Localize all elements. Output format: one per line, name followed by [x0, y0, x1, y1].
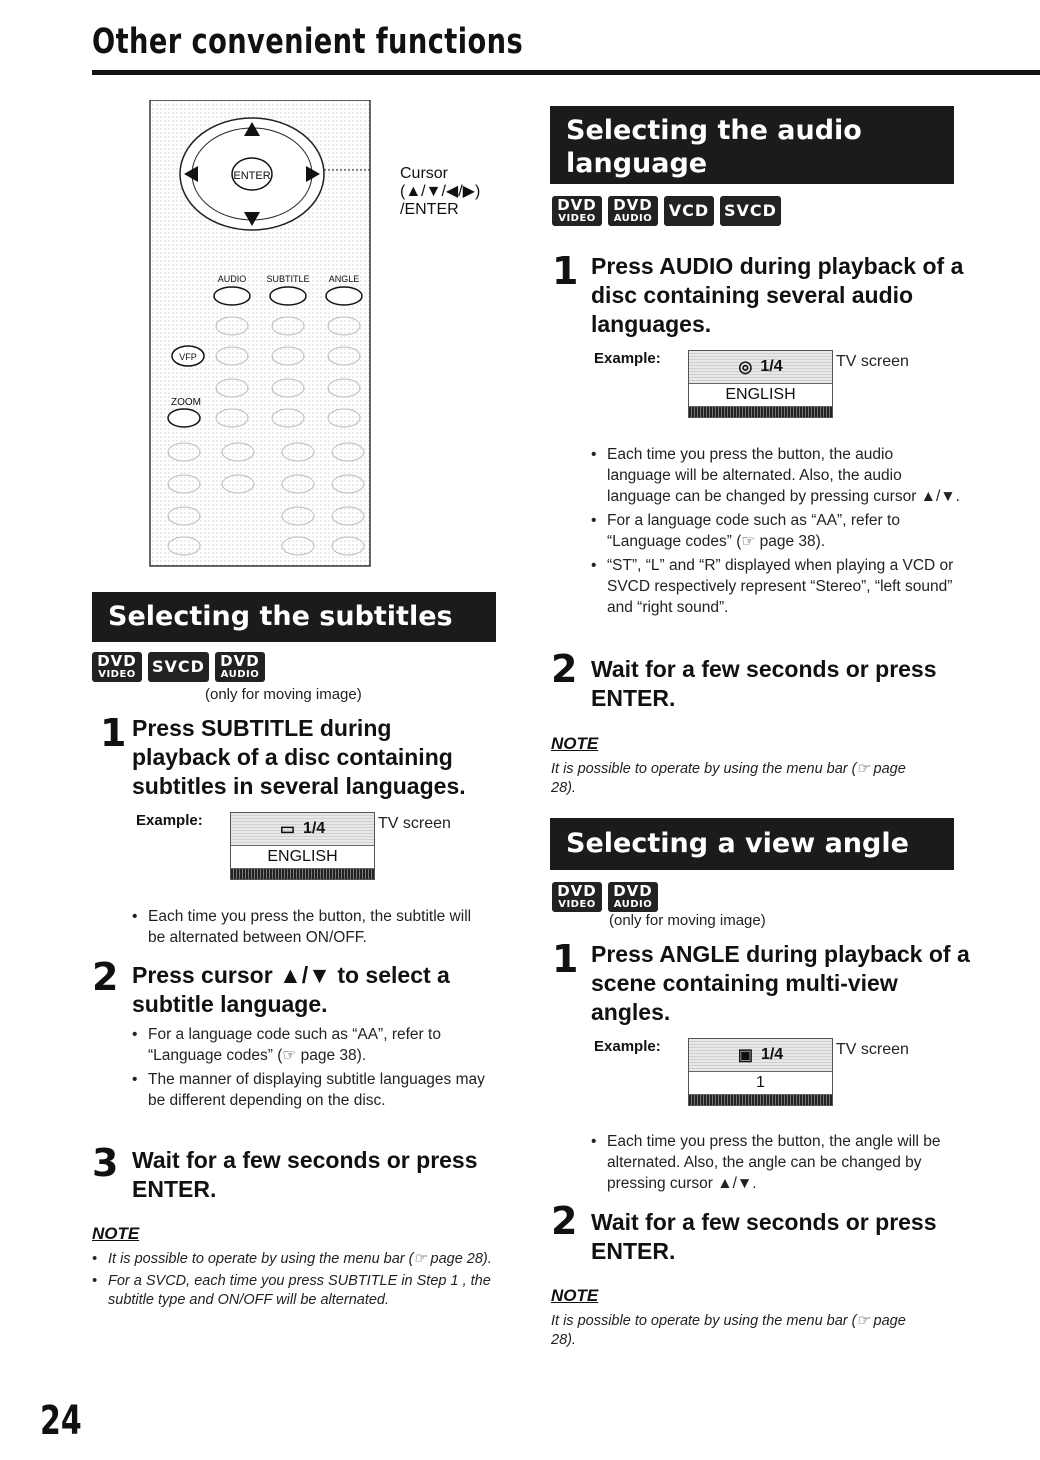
audio-disc-icons	[552, 196, 781, 226]
subtitles-step2-bullets	[132, 1024, 492, 1114]
remote-control-illustration	[148, 100, 372, 568]
angle-disc-note: (only for moving image)	[609, 912, 766, 929]
enter-callout-label: /ENTER	[400, 201, 459, 218]
subtitle-osd-icon: ▭	[279, 821, 295, 838]
audio-step1-text: Press AUDIO during playback of a disc containing several audio languages.	[591, 253, 964, 337]
audio-example-label: Example:	[594, 350, 661, 367]
angle-bullets	[591, 1131, 961, 1197]
list-item: • Each time you press the button, the subtitle will be alternated between ON/OFF.	[132, 906, 492, 948]
list-item: • For a language code such as “AA”, refer to “Language codes” (☞ page 38).	[591, 510, 961, 552]
subtitles-step3-number: 3	[92, 1141, 119, 1185]
cursor-callout-arrows: (▲/▼/◀/▶)	[400, 183, 481, 200]
subtitles-example-label: Example:	[136, 812, 203, 829]
svcd-icon: SVCD	[720, 196, 781, 226]
angle-note-heading: NOTE	[551, 1286, 599, 1305]
subtitles-step1-bullets	[132, 906, 492, 951]
angle-example-label: Example:	[594, 1038, 661, 1055]
audio-step2-number: 2	[551, 647, 578, 691]
audio-button	[214, 287, 250, 305]
angle-osd-icon: ▣	[737, 1047, 753, 1064]
subtitles-heading-text: Selecting the subtitles	[108, 601, 453, 632]
subtitles-notes	[92, 1250, 492, 1313]
angle-step1-text: Press ANGLE during playback of a scene containing multi-view angles.	[591, 941, 970, 1025]
subtitles-step2-number: 2	[92, 955, 119, 999]
subtitles-step3-text: Wait for a few seconds or press ENTER.	[132, 1147, 478, 1202]
audio-heading-line1: Selecting the audio	[566, 115, 862, 146]
subtitles-section-heading	[92, 592, 496, 642]
subtitles-osd-value: 1/4	[302, 820, 326, 837]
audio-heading-line2: language	[566, 148, 708, 179]
zoom-button	[168, 409, 200, 427]
angle-tv-screen-label: TV screen	[836, 1041, 909, 1058]
angle-osd-value: 1/4	[760, 1046, 784, 1063]
subtitle-button-label: SUBTITLE	[266, 274, 310, 284]
list-item: • It is possible to operate by using the menu bar (☞ page 28).	[92, 1250, 492, 1269]
audio-osd-value: 1/4	[760, 358, 783, 375]
subtitles-note-heading: NOTE	[92, 1224, 140, 1243]
audio-note-text: It is possible to operate by using the menu bar (☞ page 28).	[551, 761, 906, 796]
title-rule	[92, 70, 1040, 75]
audio-tv-screen-label: TV screen	[836, 353, 909, 370]
subtitles-tv-screen-label: TV screen	[378, 815, 451, 832]
subtitles-step2-text: Press cursor ▲/▼ to select a subtitle language.	[132, 962, 450, 1017]
audio-osd-language: ENGLISH	[689, 383, 832, 407]
page-title: Other convenient functions	[92, 22, 524, 62]
dvd-audio-icon: DVD AUDIO	[608, 882, 658, 912]
subtitles-osd-language: ENGLISH	[231, 845, 374, 869]
audio-osd-icon: ◎	[738, 359, 753, 376]
subtitles-disc-icons	[92, 652, 265, 682]
vcd-icon: VCD	[664, 196, 714, 226]
subtitles-step1-text: Press SUBTITLE during playback of a disc containing subtitles in several languages.	[132, 715, 466, 799]
angle-step2-text: Wait for a few seconds or press ENTER.	[591, 1209, 937, 1264]
angle-disc-icons	[552, 882, 658, 912]
angle-note-text: It is possible to operate by using the menu bar (☞ page 28).	[551, 1313, 906, 1348]
list-item: • Each time you press the button, the angle will be alternated. Also, the angle can be changed by pressing cursor ▲/▼.	[591, 1131, 961, 1194]
enter-button-label: ENTER	[233, 170, 271, 182]
dvd-audio-icon: DVD AUDIO	[215, 652, 265, 682]
list-item: • The manner of displaying subtitle languages may be different depending on the disc.	[132, 1069, 492, 1111]
angle-osd-value-number: 1	[689, 1071, 832, 1095]
subtitles-disc-note: (only for moving image)	[205, 686, 362, 703]
angle-step2-number: 2	[551, 1199, 578, 1243]
svcd-icon: SVCD	[148, 652, 209, 682]
zoom-button-label: ZOOM	[171, 397, 201, 408]
subtitles-osd	[230, 812, 375, 880]
cursor-callout	[400, 165, 480, 219]
audio-osd	[688, 350, 833, 418]
list-item: • “ST”, “L” and “R” displayed when playing a VCD or SVCD respectively represent “Stereo”, “left sound” and “right sound”.	[591, 555, 961, 618]
page-number: 24	[40, 1398, 82, 1444]
audio-bullets	[591, 444, 961, 621]
dvd-video-icon: DVD VIDEO	[92, 652, 142, 682]
angle-step1-number: 1	[552, 937, 579, 981]
angle-heading-text: Selecting a view angle	[566, 828, 909, 859]
vfp-button-label: VFP	[179, 352, 197, 362]
dvd-audio-icon: DVD AUDIO	[608, 196, 658, 226]
subtitles-step1-number: 1	[100, 711, 127, 755]
audio-step1-number: 1	[552, 249, 579, 293]
angle-button	[326, 287, 362, 305]
cursor-callout-label: Cursor	[400, 165, 449, 182]
list-item: • For a language code such as “AA”, refer to “Language codes” (☞ page 38).	[132, 1024, 492, 1066]
subtitle-button	[270, 287, 306, 305]
audio-note-heading: NOTE	[551, 734, 599, 753]
audio-section-heading	[550, 106, 954, 184]
angle-button-label: ANGLE	[328, 274, 360, 284]
audio-step2-text: Wait for a few seconds or press ENTER.	[591, 656, 937, 711]
audio-button-label: AUDIO	[217, 274, 247, 284]
list-item: • For a SVCD, each time you press SUBTITLE in Step 1 , the subtitle type and ON/OFF will be alternated.	[92, 1272, 492, 1310]
dvd-video-icon: DVD VIDEO	[552, 882, 602, 912]
list-item: • Each time you press the button, the audio language will be alternated. Also, the audio language can be changed by pressing cursor ▲/▼.	[591, 444, 961, 507]
angle-osd	[688, 1038, 833, 1106]
dvd-video-icon: DVD VIDEO	[552, 196, 602, 226]
angle-section-heading	[550, 818, 954, 870]
